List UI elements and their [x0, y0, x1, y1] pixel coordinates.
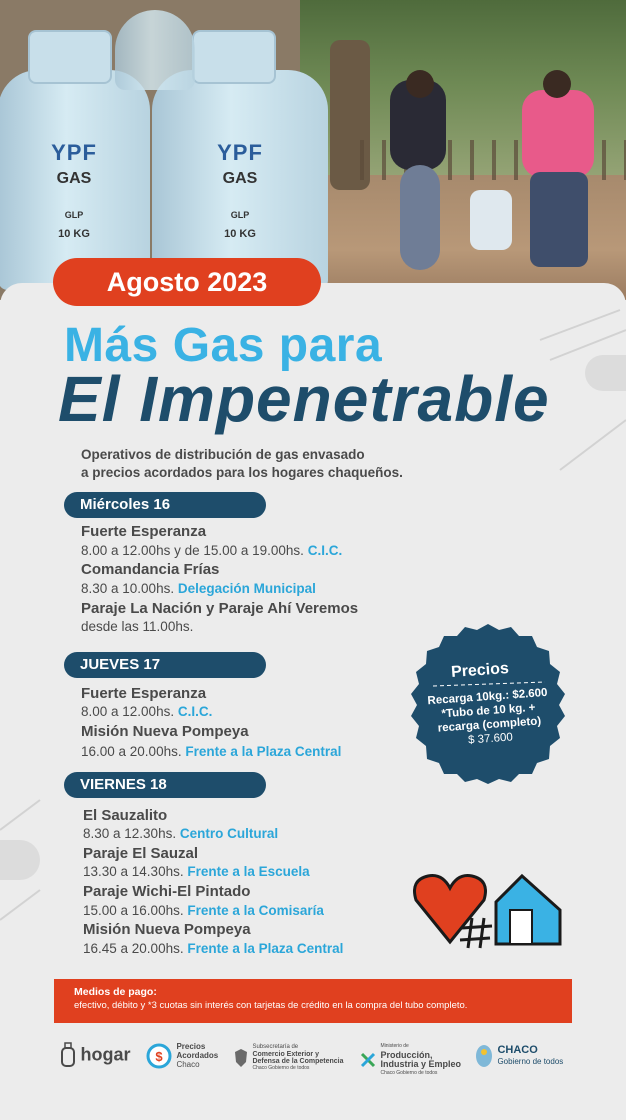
place-name: Paraje Wichi-El Pintado: [83, 883, 251, 900]
schedule-line: 8.00 a 12.00hs y de 15.00 a 19.00hs. C.I.C.: [81, 543, 343, 558]
hogar-logo: hogar: [60, 1042, 130, 1068]
schedule-line: 13.30 a 14.30hs. Frente a la Escuela: [83, 864, 310, 879]
decorative-lines-left: [0, 790, 60, 930]
date-badge: Agosto 2023: [53, 258, 321, 306]
price-tag-icon: [146, 1043, 172, 1069]
gas-cylinder-right: YPF GAS GLP 10 KG: [152, 70, 328, 290]
headline-line2: El Impenetrable: [58, 363, 550, 435]
hero-photo: [0, 0, 626, 300]
place-name: Paraje El Sauzal: [83, 845, 199, 862]
person-walking-right: [522, 90, 594, 178]
cross-icon: [360, 1052, 376, 1068]
price-title: Precios: [450, 660, 510, 681]
day-label-viernes: VIERNES 18: [64, 772, 266, 798]
day-label-miercoles: Miércoles 16: [64, 492, 266, 518]
chaco-logo: CHACO Gobierno de todos: [475, 1044, 563, 1068]
schedule-line: 8.00 a 12.00hs. C.I.C.: [81, 704, 213, 719]
schedule-line: desde las 11.00hs.: [81, 619, 194, 634]
schedule-line: 16.45 a 20.00hs. Frente a la Plaza Central: [83, 941, 344, 956]
payment-title: Medios de pago:: [74, 986, 157, 998]
shield-icon: [234, 1048, 248, 1068]
precios-acordados-logo: $ Precios Acordados Chaco: [146, 1042, 218, 1069]
headline-line1: Más Gas para: [64, 319, 383, 372]
ministerio-logo: Ministerio de Producción, Industria y Empleo Chaco Gobierno de todos: [360, 1042, 461, 1078]
price-details: Recarga 10kg.: $2.600 *Tubo de 10 kg. + recarga (completo) $ 37.600: [427, 686, 548, 747]
schedule-line: 8.30 a 12.30hs. Centro Cultural: [83, 826, 279, 841]
svg-text:$: $: [155, 1048, 163, 1064]
place-name: Fuerte Esperanza: [81, 523, 207, 540]
subsecretaria-logo: Subsecretaría de Comercio Exterior y Defensa de la Competencia Chaco Gobierno de todos: [234, 1044, 343, 1072]
place-name: Misión Nueva Pompeya: [83, 921, 251, 938]
heart-house-logo: [410, 870, 570, 950]
gas-cylinder-left: YPF GAS GLP 10 KG: [0, 70, 150, 290]
place-name: Paraje La Nación y Paraje Ahí Veremos: [81, 600, 359, 617]
gas-cylinder-back: [115, 10, 195, 90]
payment-text: efectivo, débito y *3 cuotas sin interés con tarjetas de crédito en la compra del tubo completo.: [74, 1000, 468, 1011]
schedule-line: 15.00 a 16.00hs. Frente a la Comisaría: [83, 903, 324, 918]
intro-text: Operativos de distribución de gas envasado a precios acordados para los hogares chaqueños.: [81, 447, 403, 480]
place-name: El Sauzalito: [83, 807, 168, 824]
schedule-line: 16.00 a 20.00hs. Frente a la Plaza Central: [81, 744, 342, 759]
place-name: Misión Nueva Pompeya: [81, 723, 249, 740]
payment-banner: [54, 979, 572, 1023]
small-gas-cylinder: [470, 190, 512, 250]
footer-logos: [0, 1036, 626, 1086]
schedule-line: 8.30 a 10.00hs. Delegación Municipal: [81, 581, 316, 596]
place-name: Comandancia Frías: [81, 561, 220, 578]
day-label-jueves: JUEVES 17: [64, 652, 266, 678]
gas-cylinder-icon: [60, 1042, 76, 1068]
place-name: Fuerte Esperanza: [81, 685, 207, 702]
chaco-emblem-icon: [475, 1044, 493, 1068]
